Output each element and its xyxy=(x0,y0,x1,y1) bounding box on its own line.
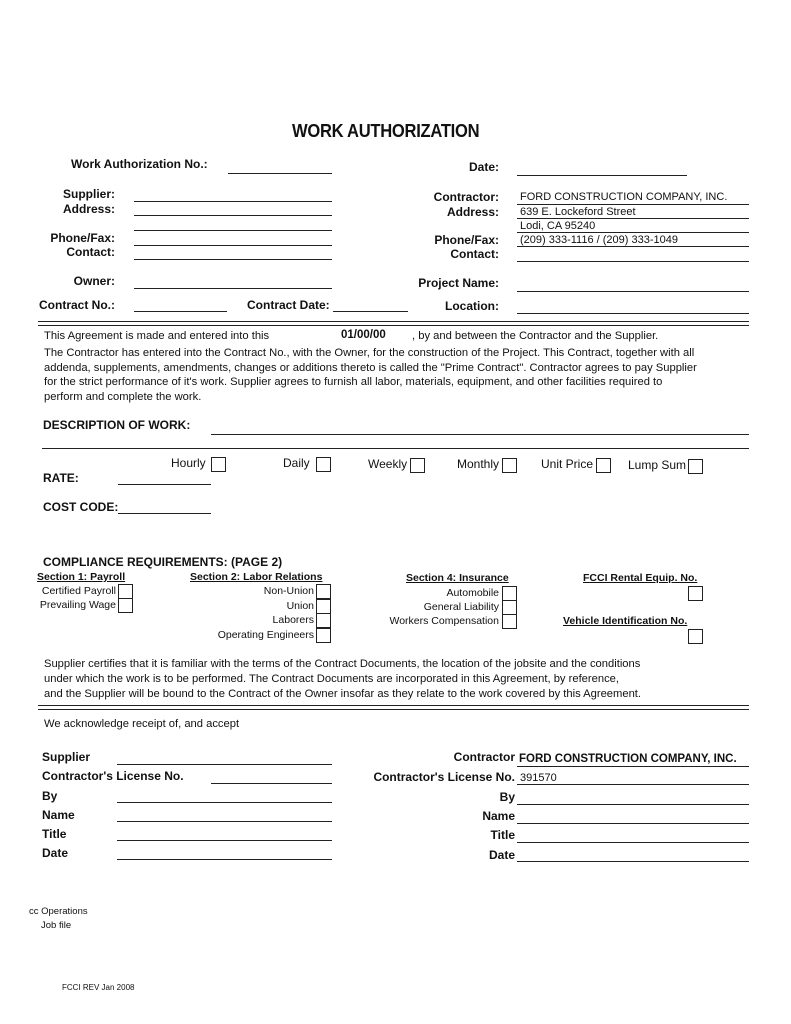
work-authorization-no-label: Work Authorization No.: xyxy=(71,157,208,171)
agreement-line5: perform and complete the work. xyxy=(44,391,202,403)
description-of-work-label: DESCRIPTION OF WORK: xyxy=(43,418,191,432)
rate-monthly-checkbox[interactable] xyxy=(502,458,517,473)
location-field[interactable] xyxy=(517,313,749,314)
sig-left-license-label: Contractor's License No. xyxy=(42,769,184,783)
certify-line3: and the Supplier will be bound to the Contract of the Owner insofar as they relate to the work covered by this Agreement. xyxy=(44,688,642,700)
non-union-checkbox[interactable] xyxy=(316,584,331,599)
sig-left-title-field[interactable] xyxy=(117,840,332,841)
rate-unit-price-checkbox[interactable] xyxy=(596,458,611,473)
operating-engineers-label: Operating Engineers xyxy=(217,629,314,641)
vehicle-id-box[interactable] xyxy=(688,629,703,644)
address-label: Address: xyxy=(62,202,115,216)
acknowledge-text: We acknowledge receipt of, and accept xyxy=(44,718,240,730)
contact-label: Contact: xyxy=(66,245,115,259)
contractor-phone-fax-label: Phone/Fax: xyxy=(434,233,499,247)
section-divider xyxy=(38,321,749,326)
certify-line1: Supplier certifies that it is familiar with the terms of the Contract Documents, the location of the jobsite and the conditions xyxy=(44,658,641,670)
general-liability-checkbox[interactable] xyxy=(502,600,517,615)
agreement-line4: for the strict performance of it's work. Supplier agrees to furnish all labor, materials, equipment, and other facilities required to xyxy=(44,376,663,388)
section-divider-2 xyxy=(38,705,749,710)
sig-contractor-label: Contractor xyxy=(453,750,515,764)
union-label: Union xyxy=(286,600,314,612)
sig-right-license-value: 391570 xyxy=(520,772,557,784)
rate-monthly-label: Monthly xyxy=(457,457,500,471)
contract-no-label: Contract No.: xyxy=(39,298,115,312)
workers-compensation-label: Workers Compensation xyxy=(389,615,499,627)
sig-left-name-label: Name xyxy=(42,808,75,822)
owner-field[interactable] xyxy=(134,288,332,289)
phone-fax-field[interactable] xyxy=(134,245,332,246)
rate-hourly-label: Hourly xyxy=(171,456,206,470)
rate-field[interactable] xyxy=(118,484,211,485)
contract-date-label: Contract Date: xyxy=(247,298,330,312)
contractor-address-line1: 639 E. Lockeford Street xyxy=(520,206,636,218)
contractor-address-line2: Lodi, CA 95240 xyxy=(520,220,596,232)
footer-revision: FCCI REV Jan 2008 xyxy=(62,983,135,992)
union-checkbox[interactable] xyxy=(316,599,331,614)
prevailing-wage-checkbox[interactable] xyxy=(118,598,133,613)
sig-right-date-label: Date xyxy=(488,848,515,862)
prevailing-wage-label: Prevailing Wage xyxy=(39,599,116,611)
project-name-field[interactable] xyxy=(517,291,749,292)
contractor-contact-label: Contact: xyxy=(450,247,499,261)
contractor-address-label: Address: xyxy=(446,205,499,219)
contractor-phone-fax-value: (209) 333-1116 / (209) 333-1049 xyxy=(520,234,678,246)
rate-lump-sum-checkbox[interactable] xyxy=(688,459,703,474)
rate-lump-sum-label: Lump Sum xyxy=(628,458,687,472)
agreement-date: 01/00/00 xyxy=(341,329,386,341)
sig-contractor-value: FORD CONSTRUCTION COMPANY, INC. xyxy=(519,753,737,765)
rate-weekly-checkbox[interactable] xyxy=(410,458,425,473)
rate-label: RATE: xyxy=(43,471,79,485)
contractor-label: Contractor: xyxy=(433,190,499,204)
section1-title: Section 1: Payroll xyxy=(37,571,126,583)
rental-equip-title: FCCI Rental Equip. No. xyxy=(583,572,698,584)
laborers-label: Laborers xyxy=(272,614,314,626)
sig-right-by-field[interactable] xyxy=(517,804,749,805)
sig-right-by-label: By xyxy=(499,790,515,804)
page-title: WORK AUTHORIZATION xyxy=(292,121,480,141)
cost-code-label: COST CODE: xyxy=(43,500,119,514)
contact-field[interactable] xyxy=(134,259,332,260)
cc-operations: cc Operations xyxy=(29,906,88,917)
section4-title: Section 4: Insurance xyxy=(406,572,509,584)
certify-line2: under which the work is to be performed. The Contract Documents are incorporated in this Agreement, by reference, xyxy=(44,673,619,685)
project-name-label: Project Name: xyxy=(418,276,499,290)
sig-left-license-field[interactable] xyxy=(211,783,332,784)
sig-left-date-field[interactable] xyxy=(117,859,332,860)
date-label: Date: xyxy=(468,160,499,174)
agreement-line1-a: This Agreement is made and entered into this xyxy=(44,330,270,342)
phone-fax-label: Phone/Fax: xyxy=(50,231,115,245)
sig-left-title-label: Title xyxy=(42,827,67,841)
cost-code-field[interactable] xyxy=(118,513,211,514)
sig-right-title-field[interactable] xyxy=(517,842,749,843)
address-field-2[interactable] xyxy=(134,230,332,231)
certified-payroll-label: Certified Payroll xyxy=(41,585,116,597)
contract-date-field[interactable] xyxy=(333,311,408,312)
general-liability-label: General Liability xyxy=(423,601,499,613)
sig-supplier-label: Supplier xyxy=(42,750,91,764)
supplier-label: Supplier: xyxy=(62,187,115,201)
automobile-label: Automobile xyxy=(446,587,499,599)
sig-left-date-label: Date xyxy=(42,846,69,860)
description-field-1[interactable] xyxy=(211,434,749,435)
location-label: Location: xyxy=(445,299,499,313)
sig-supplier-field[interactable] xyxy=(117,764,332,765)
sig-right-name-label: Name xyxy=(482,809,515,823)
sig-left-by-label: By xyxy=(42,789,58,803)
sig-right-name-field[interactable] xyxy=(517,823,749,824)
contract-no-field[interactable] xyxy=(134,311,227,312)
cc-job-file: Job file xyxy=(41,920,72,931)
vehicle-id-title: Vehicle Identification No. xyxy=(563,615,688,627)
agreement-line3: addenda, supplements, amendments, changes or additions thereto is called the "Prime Contract". Contractor agrees to pay Supplier xyxy=(44,362,697,374)
operating-engineers-checkbox[interactable] xyxy=(316,628,331,643)
compliance-heading: COMPLIANCE REQUIREMENTS: (PAGE 2) xyxy=(43,555,283,569)
supplier-field[interactable] xyxy=(134,201,332,202)
rate-daily-label: Daily xyxy=(283,456,310,470)
address-field-1[interactable] xyxy=(134,215,332,216)
automobile-checkbox[interactable] xyxy=(502,586,517,601)
sig-right-date-field[interactable] xyxy=(517,861,749,862)
rental-equip-box[interactable] xyxy=(688,586,703,601)
contractor-contact-field[interactable] xyxy=(517,261,749,262)
laborers-checkbox[interactable] xyxy=(316,613,331,628)
owner-label: Owner: xyxy=(73,274,115,288)
description-field-2[interactable] xyxy=(42,448,749,449)
rate-weekly-label: Weekly xyxy=(368,457,408,471)
workers-compensation-checkbox[interactable] xyxy=(502,614,517,629)
date-field[interactable] xyxy=(517,175,687,176)
sig-left-by-field[interactable] xyxy=(117,802,332,803)
contractor-value: FORD CONSTRUCTION COMPANY, INC. xyxy=(520,191,728,203)
sig-left-name-field[interactable] xyxy=(117,821,332,822)
rate-hourly-checkbox[interactable] xyxy=(211,457,226,472)
section2-title: Section 2: Labor Relations xyxy=(190,571,323,583)
sig-right-title-label: Title xyxy=(490,828,515,842)
rate-unit-price-label: Unit Price xyxy=(541,457,594,471)
work-authorization-no-field[interactable] xyxy=(228,173,332,174)
agreement-line1-b: , by and between the Contractor and the Supplier. xyxy=(412,330,659,342)
non-union-label: Non-Union xyxy=(263,585,314,597)
agreement-line2: The Contractor has entered into the Contract No., with the Owner, for the construction of the Project. This Contract, together with all xyxy=(44,347,695,359)
sig-right-license-label: Contractor's License No. xyxy=(373,770,515,784)
rate-daily-checkbox[interactable] xyxy=(316,457,331,472)
certified-payroll-checkbox[interactable] xyxy=(118,584,133,599)
